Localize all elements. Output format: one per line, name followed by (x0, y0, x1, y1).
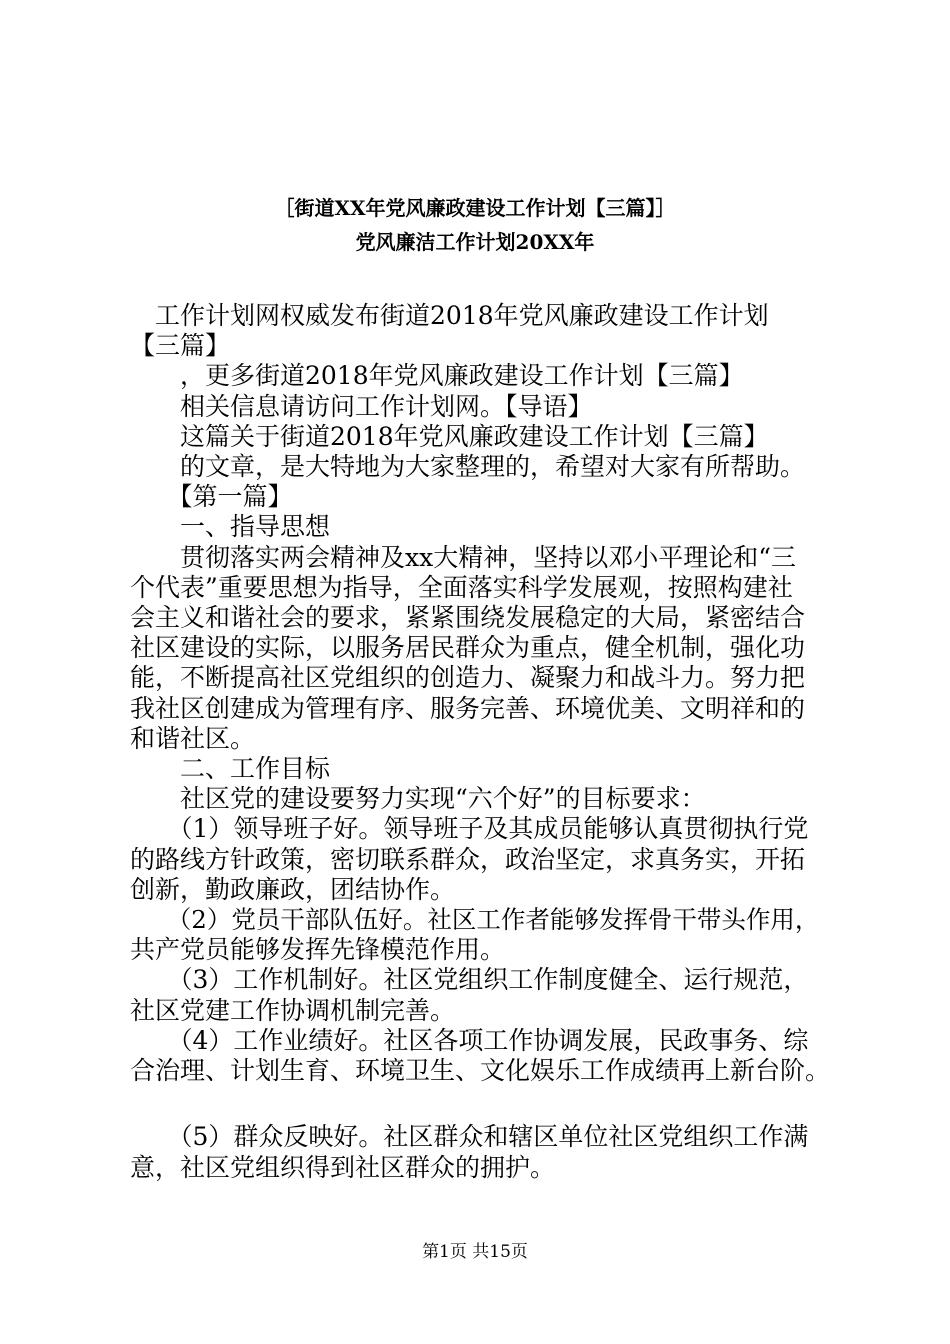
body-line: 意，社区党组织得到社区群众的拥护。 (130, 1152, 556, 1182)
body-line: 会主义和谐社会的要求，紧紧围绕发展稳定的大局，紧密结合 (130, 603, 806, 632)
page-footer: 第1页 共15页 (422, 1242, 528, 1262)
body-line: （4）工作业绩好。社区各项工作协调发展，民政事务、综 (130, 1025, 809, 1055)
body-line: 创新，勤政廉政，团结协作。 (130, 874, 456, 904)
body-line: 【三篇】 (130, 331, 231, 361)
body-line: 社区建设的实际，以服务居民群众为重点，健全机制，强化功 (130, 633, 806, 663)
body-line: 的路线方针政策，密切联系群众，政治坚定，求真务实，开拓 (130, 844, 806, 874)
document-title-line1: ［街道XX年党风廉政建设工作计划【三篇】］ (274, 196, 676, 220)
body-line: 共产党员能够发挥先锋模范作用。 (130, 935, 506, 965)
body-line: 这篇关于街道2018年党风廉政建设工作计划【三篇】 (130, 421, 769, 451)
body-line: 和谐社区。 (130, 723, 256, 753)
body-line: （3）工作机制好。社区党组织工作制度健全、运行规范， (130, 965, 809, 995)
body-line: 工作计划网权威发布街道2018年党风廉政建设工作计划 (130, 301, 769, 330)
body-line: 个代表”重要思想为指导，全面落实科学发展观，按照构建社 (130, 572, 793, 602)
document-title-line2: 党风廉洁工作计划20XX年 (355, 230, 595, 254)
body-line: （5）群众反映好。社区群众和辖区单位社区党组织工作满 (130, 1122, 809, 1152)
body-line: 二、工作目标 (130, 754, 331, 783)
body-line: 能，不断提高社区党组织的创造力、凝聚力和战斗力。努力把 (130, 663, 806, 693)
body-line: ，更多街道2018年党风廉政建设工作计划【三篇】 (130, 361, 744, 391)
body-line: （1）领导班子好。领导班子及其成员能够认真贯彻执行党 (130, 814, 809, 844)
body-line: 社区党建工作协调机制完善。 (130, 995, 456, 1025)
body-line: 贯彻落实两会精神及xx大精神，坚持以邓小平理论和“三 (130, 542, 796, 572)
body-line: 合治理、计划生育、环境卫生、文化娱乐工作成绩再上新台阶。 (130, 1056, 831, 1085)
body-line: 我社区创建成为管理有序、服务完善、环境优美、文明祥和的 (130, 693, 806, 723)
body-line: 【第一篇】 (130, 482, 293, 512)
body-line: 相关信息请访问工作计划网。【导语】 (130, 391, 593, 421)
body-line: 一、指导思想 (130, 512, 331, 542)
body-line: （2）党员干部队伍好。社区工作者能够发挥骨干带头作用， (130, 905, 820, 934)
body-line: 的文章，是大特地为大家整理的，希望对大家有所帮助。 (130, 452, 806, 481)
body-line: 社区党的建设要努力实现“六个好”的目标要求： (130, 784, 706, 814)
